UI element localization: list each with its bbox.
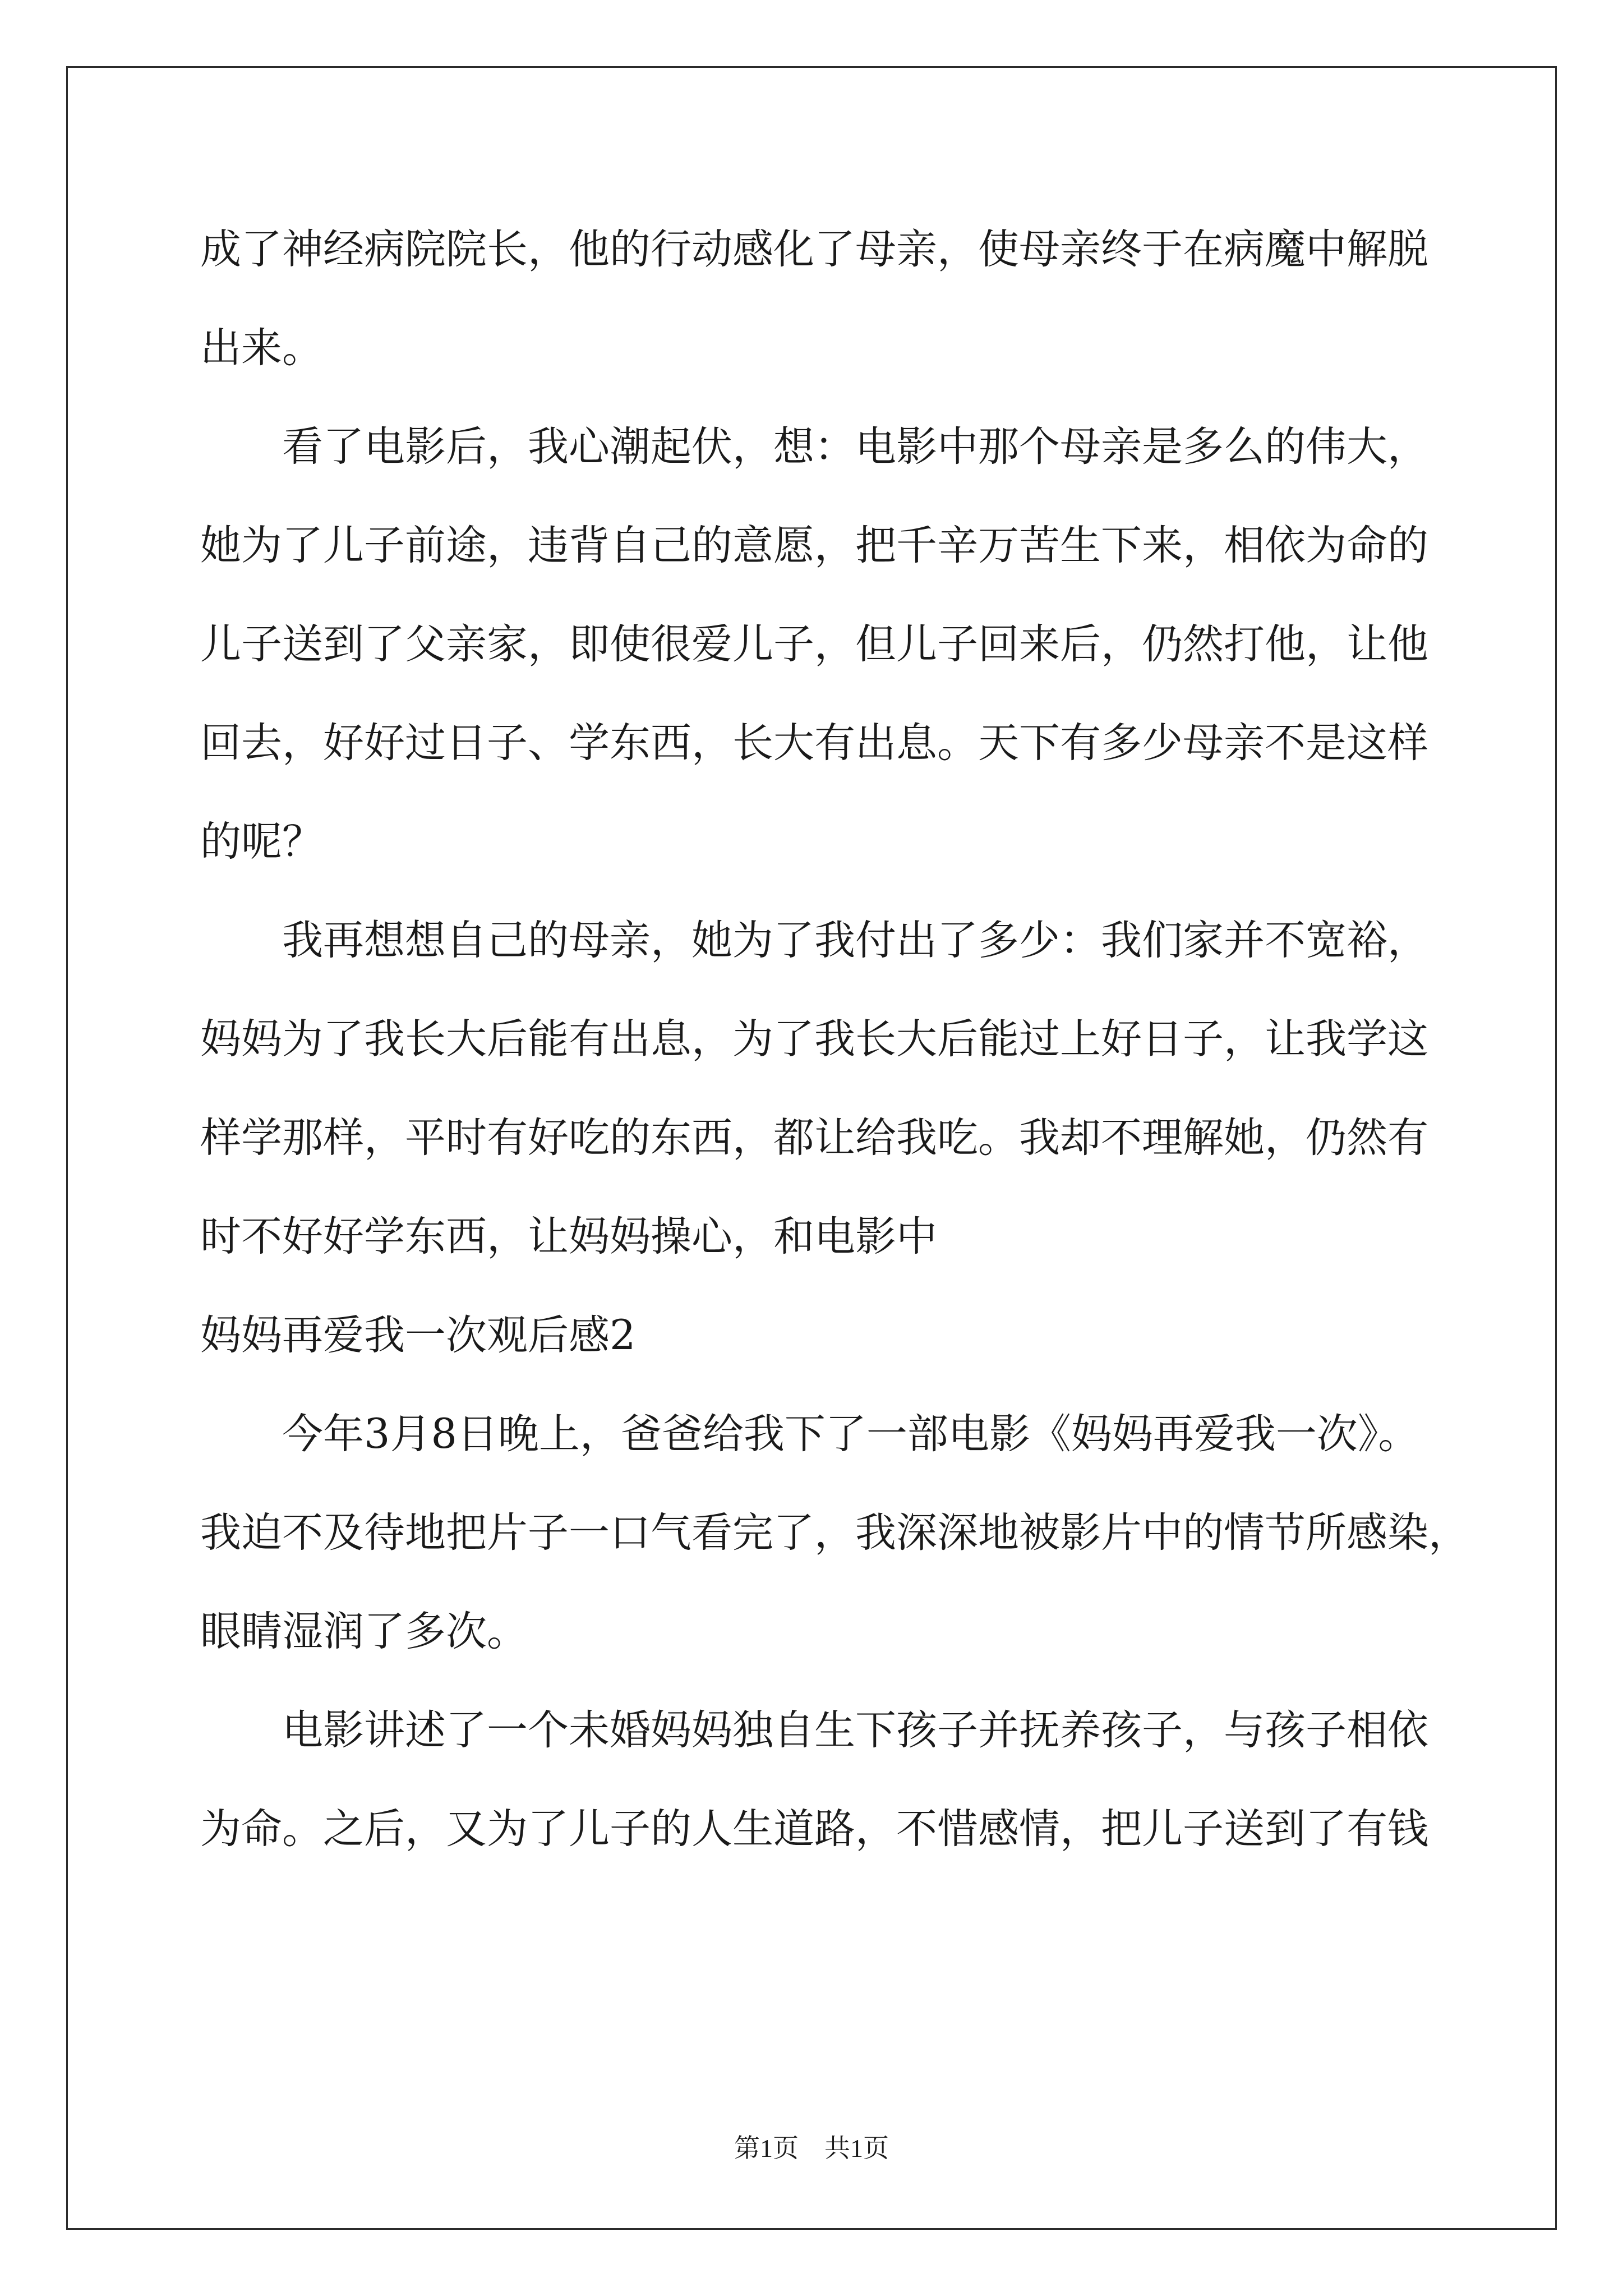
body-line: 的呢？ <box>200 818 323 866</box>
body-line: 回去，好好过日子、学东西，长大有出息。天下有多少母亲不是这样 <box>200 719 1428 767</box>
body-line: 样学那样，平时有好吃的东西，都让给我吃。我却不理解她，仍然有 <box>200 1114 1428 1162</box>
body-line: 妈妈为了我长大后能有出息，为了我长大后能过上好日子，让我学这 <box>200 1015 1428 1063</box>
section-heading: 妈妈再爱我一次观后感2 <box>200 1312 636 1359</box>
paragraph-first-line: 我再想想自己的母亲，她为了我付出了多少：我们家并不宽裕， <box>282 917 1428 964</box>
body-line: 她为了儿子前途，违背自己的意愿，把千辛万苦生下来，相依为命的 <box>200 522 1428 569</box>
page-footer: 第1页 共1页 <box>734 2134 889 2162</box>
body-line: 眼睛湿润了多次。 <box>200 1608 528 1655</box>
paragraph-first-line: 今年3月8日晚上，爸爸给我下了一部电影《妈妈再爱我一次》。 <box>282 1410 1419 1458</box>
body-line: 出来。 <box>200 324 323 372</box>
paragraph-first-line: 看了电影后，我心潮起伏，想：电影中那个母亲是多么的伟大， <box>282 423 1428 471</box>
body-line: 成了神经病院院长，他的行动感化了母亲，使母亲终于在病魔中解脱 <box>200 226 1428 273</box>
body-line: 为命。之后，又为了儿子的人生道路，不惜感情，把儿子送到了有钱 <box>200 1805 1428 1853</box>
body-line: 时不好好学东西，让妈妈操心，和电影中 <box>200 1213 937 1260</box>
body-line: 儿子送到了父亲家，即使很爱儿子，但儿子回来后，仍然打他，让他 <box>200 620 1428 668</box>
paragraph-first-line: 电影讲述了一个未婚妈妈独自生下孩子并抚养孩子，与孩子相依 <box>282 1706 1428 1754</box>
body-line: 我迫不及待地把片子一口气看完了，我深深地被影片中的情节所感染， <box>200 1509 1469 1557</box>
